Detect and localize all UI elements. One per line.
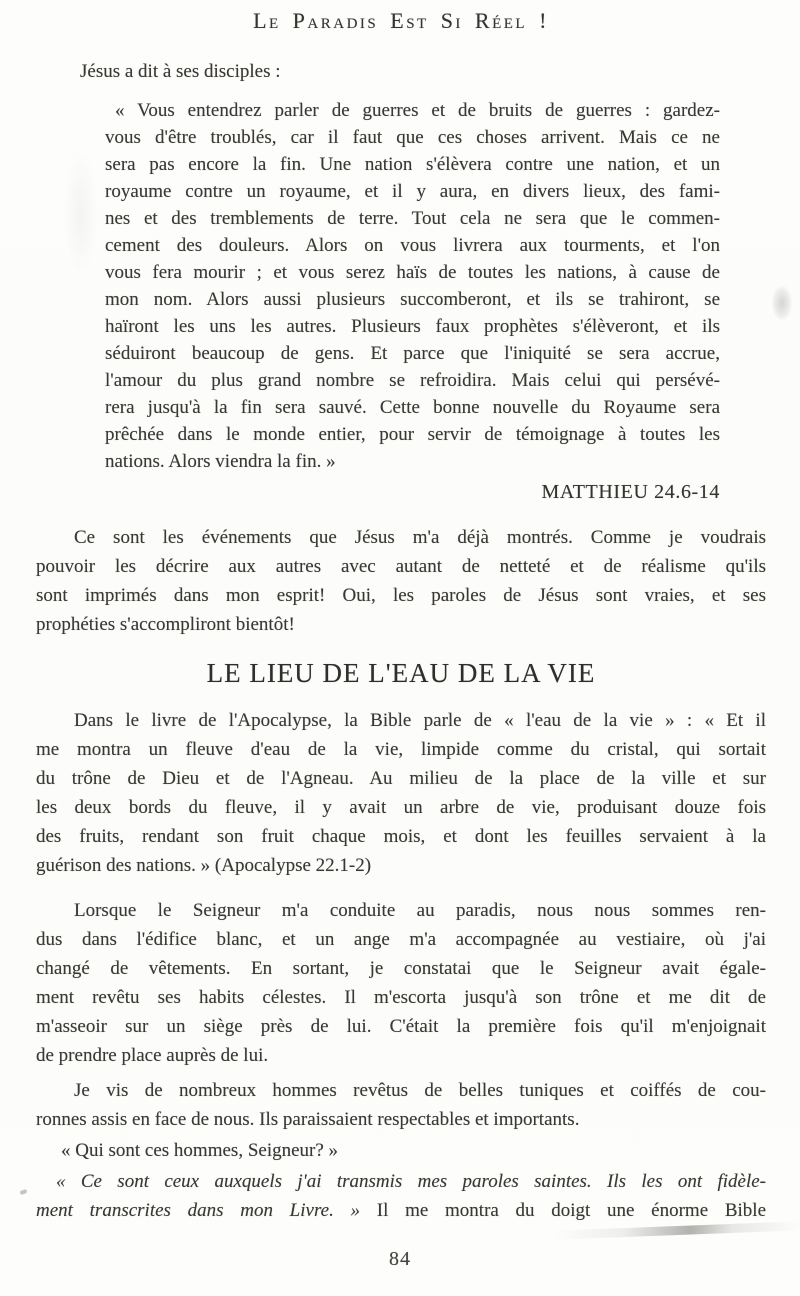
paragraph-men <box>36 1076 766 1134</box>
text-line: Je vis de nombreux hommes revêtus de belles tuniques et coiffés de cou- <box>74 1080 766 1101</box>
text-line: rera jusqu'à la fin sera sauvé. Cette bonne nouvelle du Royaume sera <box>105 397 720 418</box>
quote-reference: MATTHIEU 24.6-14 <box>541 481 720 503</box>
scan-shade-artifact <box>64 150 98 280</box>
text-line: des fruits, rendant son fruit chaque mois, et dont les feuilles servaient à la <box>36 826 766 847</box>
text-line: vous d'être troublés, car il faut que ces choses arrivent. Mais ce ne <box>105 127 720 148</box>
intro-line: Jésus a dit à ses disciples : <box>80 61 281 82</box>
text-line: changé de vêtements. En sortant, je constatai que le Seigneur avait égale- <box>36 958 766 979</box>
text-line: dus dans l'édifice blanc, et un ange m'a accompagnée au vestiaire, où j'ai <box>36 929 766 950</box>
text-line: ment revêtu ses habits célestes. Il m'escorta jusqu'à son trône et me dit de <box>36 987 766 1008</box>
text-line: sera pas encore la fin. Une nation s'élèvera contre une nation, et un <box>105 154 720 175</box>
dialogue-answer-line <box>36 1196 766 1225</box>
text-line: de prendre place auprès de lui. <box>36 1045 269 1066</box>
text-line: m'asseoir sur un siège près de lui. C'était la première fois qu'il m'enjoignait <box>36 1016 766 1037</box>
paragraph-events <box>36 523 766 639</box>
dialogue-answer-line: « Ce sont ceux auxquels j'ai transmis mes paroles saintes. Ils les ont fidèle- <box>56 1171 766 1192</box>
text-line: Ce sont les événements que Jésus m'a déjà montrés. Comme je voudrais <box>74 527 766 548</box>
text-line: « Vous entendrez parler de guerres et de bruits de guerres : gardez- <box>115 100 720 121</box>
text-line: royaume contre un royaume, et il y aura, en divers lieux, des fami- <box>105 181 720 202</box>
text-line: du trône de Dieu et de l'Agneau. Au milieu de la place de la ville et sur <box>36 768 766 789</box>
text-line: ronnes assis en face de nous. Ils paraissaient respectables et importants. <box>36 1109 580 1130</box>
text-line: Dans le livre de l'Apocalypse, la Bible parle de « l'eau de la vie » : « Et il <box>74 710 766 731</box>
dialogue-answer <box>36 1167 766 1225</box>
italic-segment: ment transcrites dans mon Livre. » <box>36 1200 361 1221</box>
scripture-quote <box>105 97 720 475</box>
text-line: sont imprimés dans mon esprit! Oui, les paroles de Jésus sont vraies, et ses <box>36 585 766 606</box>
page-content <box>36 0 766 1225</box>
section-heading: LE LIEU DE L'EAU DE LA VIE <box>206 658 596 688</box>
text-line: vous fera mourir ; et vous serez haïs de toutes les nations, à cause de <box>105 262 720 283</box>
page-number: 84 <box>389 1248 411 1270</box>
roman-segment: Il me montra du doigt une énorme Bible <box>376 1200 767 1221</box>
text-line: nations. Alors viendra la fin. » <box>105 451 336 472</box>
text-line: mon nom. Alors aussi plusieurs succomberont, et ils se trahiront, se <box>105 289 720 310</box>
text-line: séduiront beaucoup de gens. Et parce que l'iniquité se sera accrue, <box>105 343 720 364</box>
dialogue-question: « Qui sont ces hommes, Seigneur? » <box>61 1140 339 1161</box>
text-line: prêchée dans le monde entier, pour servir de témoignage à toutes les <box>105 424 720 445</box>
scan-smudge-artifact <box>772 286 792 320</box>
text-line: les deux bords du fleuve, il y avait un arbre de vie, produisant douze fois <box>36 797 766 818</box>
text-line: haïront les uns les autres. Plusieurs faux prophètes s'élèveront, et ils <box>105 316 720 337</box>
scan-tick-artifact <box>20 1189 28 1195</box>
running-head: Le Paradis Est Si Réel ! <box>253 8 549 33</box>
text-line: l'amour du plus grand nombre se refroidira. Mais celui qui persévé- <box>105 370 720 391</box>
text-line: me montra un fleuve d'eau de la vie, limpide comme du cristal, qui sortait <box>36 739 766 760</box>
text-line: prophéties s'accompliront bientôt! <box>36 614 295 635</box>
paragraph-water-of-life <box>36 706 766 880</box>
paragraph-paradise <box>36 896 766 1070</box>
text-line: cement des douleurs. Alors on vous livrera aux tourments, et l'on <box>105 235 720 256</box>
text-line: Lorsque le Seigneur m'a conduite au paradis, nous nous sommes ren- <box>74 900 766 921</box>
text-line: nes et des tremblements de terre. Tout cela ne sera que le commen- <box>105 208 720 229</box>
text-line: pouvoir les décrire aux autres avec autant de netteté et de réalisme qu'ils <box>36 556 766 577</box>
text-line: guérison des nations. » (Apocalypse 22.1-2) <box>36 855 372 876</box>
